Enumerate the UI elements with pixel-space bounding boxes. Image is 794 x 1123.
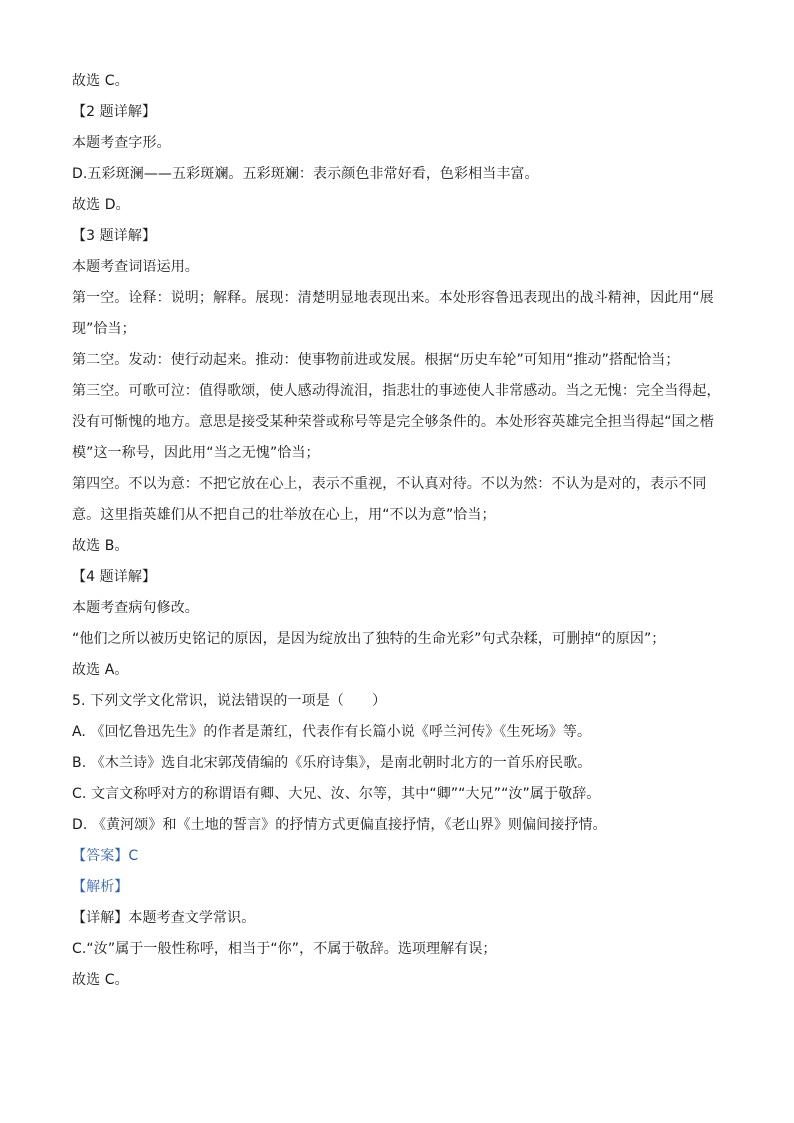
text-line: 故选 A。 xyxy=(72,662,129,678)
text-line: 没有可惭愧的地方。意思是接受某种荣誉或称号等是完全够条件的。本处形容英雄完全担当得起“国之楷 xyxy=(72,414,714,430)
text-line: 现”恰当； xyxy=(72,321,136,337)
text-line: 故选 C。 xyxy=(72,972,129,988)
option-b: B. 《木兰诗》选自北宋郭茂倩编的《乐府诗集》，是南北朝时北方的一首乐府民歌。 xyxy=(72,755,592,771)
text-line: 意。这里指英雄们从不把自己的壮举放在心上，用“不以为意”恰当； xyxy=(72,507,496,523)
text-line: D.五彩斑澜——五彩斑斓。五彩斑斓：表示颜色非常好看，色彩相当丰富。 xyxy=(72,166,539,182)
option-d: D. 《黄河颂》和《土地的誓言》的抒情方式更偏直接抒情，《老山界》则偏间接抒情。 xyxy=(72,817,607,833)
document-page xyxy=(72,66,722,996)
text-line: 第四空。不以为意：不把它放在心上，表示不重视，不认真对待。不以为然：不认为是对的，表示不同 xyxy=(72,476,707,492)
section-heading: 【4 题详解】 xyxy=(72,569,157,585)
section-heading: 【2 题详解】 xyxy=(72,104,157,120)
text-line: 故选 B。 xyxy=(72,538,129,554)
text-line: “他们之所以被历史铭记的原因，是因为绽放出了独特的生命光彩”句式杂糅，可删掉“的原因”； xyxy=(72,631,666,647)
analysis-label: 【解析】 xyxy=(72,879,129,895)
section-heading: 【3 题详解】 xyxy=(72,228,157,244)
option-a: A. 《回忆鲁迅先生》的作者是萧红，代表作有长篇小说《呼兰河传》《生死场》等。 xyxy=(72,724,592,740)
text-line: 第三空。可歌可泣：值得歌颂，使人感动得流泪，指悲壮的事迹使人非常感动。当之无愧：完全当得起， xyxy=(72,383,721,399)
answer-label: 【答案】C xyxy=(72,848,139,864)
text-line: 本题考查词语运用。 xyxy=(72,259,199,275)
text-line: 【详解】本题考查文学常识。 xyxy=(72,910,256,926)
text-line: 模”这一称号，因此用“当之无愧”恰当； xyxy=(72,445,320,461)
text-line: 本题考查病句修改。 xyxy=(72,600,199,616)
text-line: 本题考查字形。 xyxy=(72,135,171,151)
option-c: C. 文言文称呼对方的称谓语有卿、大兄、汝、尔等，其中“卿”“大兄”“汝”属于敬辞。 xyxy=(72,786,601,802)
text-line: 第一空。诠释：说明；解释。展现：清楚明显地表现出来。本处形容鲁迅表现出的战斗精神，因此用“展 xyxy=(72,290,714,306)
text-line: 第二空。发动：使行动起来。推动：使事物前进或发展。根据“历史车轮”可知用“推动”搭配恰当； xyxy=(72,352,680,368)
text-line: 故选 D。 xyxy=(72,197,130,213)
question-stem: 5. 下列文学文化常识，说法错误的一项是（ ） xyxy=(72,693,387,709)
text-line: C.“汝”属于一般性称呼，相当于“你”，不属于敬辞。选项理解有误； xyxy=(72,941,497,957)
text-line: 故选 C。 xyxy=(72,73,129,89)
